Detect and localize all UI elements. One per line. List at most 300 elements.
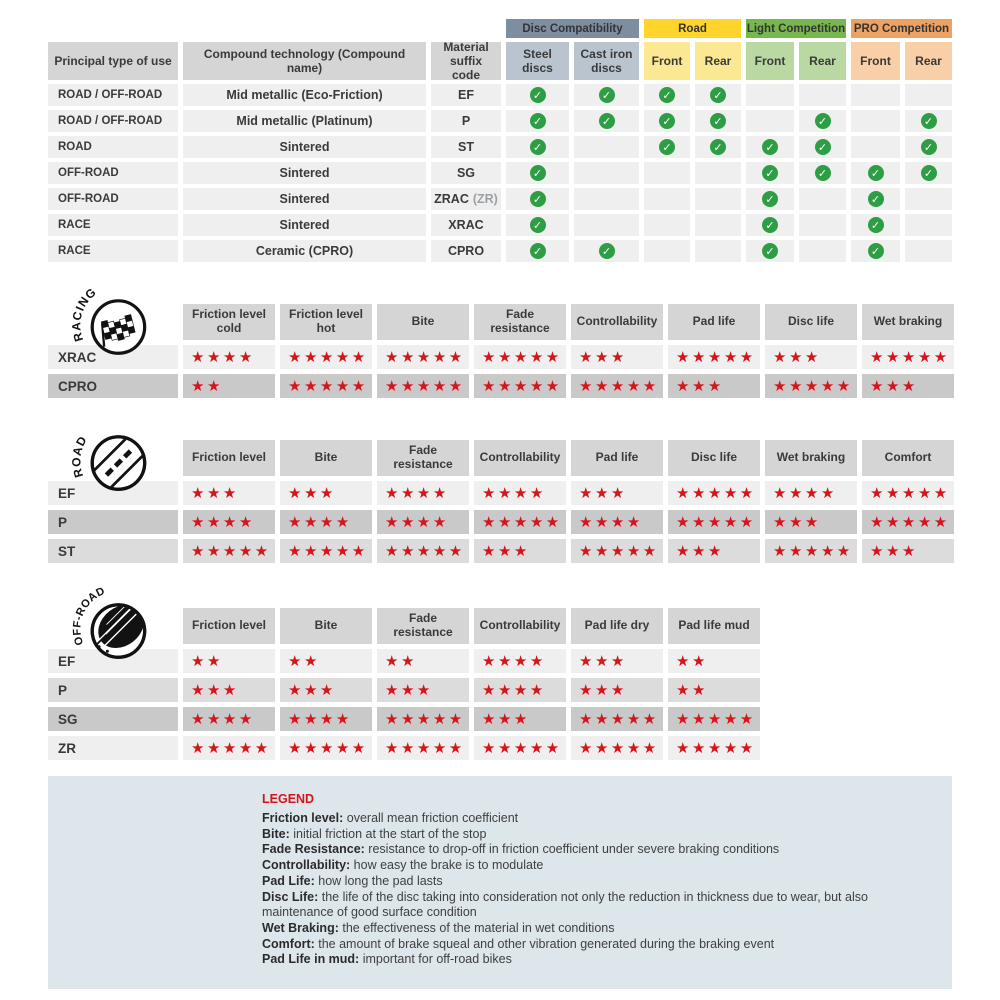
rating-column-header: Wet braking xyxy=(862,304,954,340)
sub-header-steel-discs: Steel discs xyxy=(506,42,569,80)
check-icon: ✓ xyxy=(599,243,615,259)
legend-term: Friction level: xyxy=(262,811,347,825)
star-rating-5-of-5: ★★★★★ xyxy=(676,512,756,531)
legend-term: Disc Life: xyxy=(262,889,322,904)
check-icon: ✓ xyxy=(815,139,831,155)
racing-arc-label: RACING xyxy=(69,284,100,344)
column-header-compound-technology: Compound technology (Compound name) xyxy=(183,42,426,80)
star-rating-cell xyxy=(862,539,954,563)
check-icon: ✓ xyxy=(762,243,778,259)
star-rating-cell xyxy=(668,707,760,731)
star-rating-cell xyxy=(765,510,857,534)
sub-header-cast-iron-discs: Cast iron discs xyxy=(574,42,639,80)
star-rating-5-of-5: ★★★★★ xyxy=(773,541,853,560)
legend-term: Wet Braking: xyxy=(262,920,343,935)
rating-column-header: Disc life xyxy=(668,440,760,476)
star-rating-4-of-5: ★★★★ xyxy=(482,680,546,699)
star-rating-cell xyxy=(765,481,857,505)
compatibility-check-cell xyxy=(746,188,794,210)
check-icon: ✓ xyxy=(868,217,884,233)
legend-item: Pad Life in mud: important for off-road bikes xyxy=(262,952,512,967)
rating-column-header: Fade resistance xyxy=(377,440,469,476)
star-rating-3-of-5: ★★★ xyxy=(482,541,530,560)
offroad-arc-label: OFF-ROAD xyxy=(71,584,108,647)
compatibility-empty-cell xyxy=(695,188,741,210)
star-rating-cell xyxy=(183,539,275,563)
star-rating-5-of-5: ★★★★★ xyxy=(579,376,659,395)
star-rating-cell xyxy=(862,345,954,369)
compatibility-empty-cell xyxy=(644,188,690,210)
star-rating-cell xyxy=(668,374,760,398)
principal-use-cell: ROAD xyxy=(48,136,178,158)
road-markings-icon xyxy=(66,406,158,498)
star-rating-cell xyxy=(377,345,469,369)
rating-column-header: Friction level cold xyxy=(183,304,275,340)
star-rating-5-of-5: ★★★★★ xyxy=(676,483,756,502)
star-rating-cell xyxy=(571,539,663,563)
compatibility-empty-cell xyxy=(574,136,639,158)
star-rating-cell xyxy=(571,736,663,760)
material-code: P xyxy=(461,114,471,128)
star-rating-cell xyxy=(862,481,954,505)
material-code-cell xyxy=(431,188,501,210)
check-icon: ✓ xyxy=(530,217,546,233)
racing-rating-table xyxy=(48,304,952,398)
compatibility-check-cell xyxy=(695,110,741,132)
rating-column-header: Pad life dry xyxy=(571,608,663,644)
legend-term: Fade Resistance: xyxy=(262,842,369,857)
rating-column-header: Controllability xyxy=(474,608,566,644)
legend-item: Comfort: the amount of brake squeal and other vibration generated during the braking event xyxy=(262,936,775,951)
compatibility-empty-cell xyxy=(851,84,900,106)
compound-row-label: ST xyxy=(48,539,178,563)
compatibility-empty-cell xyxy=(644,162,690,184)
star-rating-5-of-5: ★★★★★ xyxy=(191,541,271,560)
star-rating-3-of-5: ★★★ xyxy=(191,483,239,502)
legend-item: Fade Resistance: resistance to drop-off in friction coefficient under severe braking conditions xyxy=(262,842,780,857)
check-icon: ✓ xyxy=(815,113,831,129)
compound-name-cell: Mid metallic (Eco-Friction) xyxy=(183,84,426,106)
compatibility-check-cell xyxy=(905,162,952,184)
compatibility-check-cell xyxy=(574,240,639,262)
group-header-road: Road xyxy=(644,19,741,38)
legend-box xyxy=(48,776,952,989)
compatibility-empty-cell xyxy=(905,188,952,210)
star-rating-3-of-5: ★★★ xyxy=(579,651,627,670)
rating-column-header: Controllability xyxy=(571,304,663,340)
star-rating-cell xyxy=(474,481,566,505)
star-rating-cell xyxy=(474,649,566,673)
star-rating-3-of-5: ★★★ xyxy=(191,680,239,699)
rating-column-header: Comfort xyxy=(862,440,954,476)
star-rating-cell xyxy=(377,707,469,731)
material-code: EF xyxy=(458,88,474,102)
star-rating-4-of-5: ★★★★ xyxy=(191,512,255,531)
legend-item: Pad Life: how long the pad lasts xyxy=(262,873,443,888)
star-rating-cell xyxy=(862,374,954,398)
star-rating-cell xyxy=(571,345,663,369)
compatibility-empty-cell xyxy=(799,240,846,262)
principal-use-cell: OFF-ROAD xyxy=(48,162,178,184)
principal-use-cell: ROAD / OFF-ROAD xyxy=(48,84,178,106)
compatibility-check-cell xyxy=(799,110,846,132)
material-code: XRAC xyxy=(448,218,484,232)
rating-column-header: Pad life xyxy=(571,440,663,476)
star-rating-cell xyxy=(280,539,372,563)
star-rating-5-of-5: ★★★★★ xyxy=(482,376,562,395)
legend-items xyxy=(262,811,922,968)
check-icon: ✓ xyxy=(659,139,675,155)
compatibility-check-cell xyxy=(905,136,952,158)
star-rating-cell xyxy=(377,510,469,534)
compatibility-empty-cell xyxy=(695,162,741,184)
compatibility-check-cell xyxy=(506,110,569,132)
star-rating-cell xyxy=(668,736,760,760)
check-icon: ✓ xyxy=(530,113,546,129)
compatibility-empty-cell xyxy=(574,162,639,184)
star-rating-cell xyxy=(183,345,275,369)
star-rating-cell xyxy=(474,510,566,534)
star-rating-3-of-5: ★★★ xyxy=(288,680,336,699)
star-rating-5-of-5: ★★★★★ xyxy=(482,512,562,531)
compound-row-label: ZR xyxy=(48,736,178,760)
star-rating-3-of-5: ★★★ xyxy=(870,376,918,395)
racing-flag-icon xyxy=(66,270,158,362)
compatibility-empty-cell xyxy=(746,110,794,132)
legend-item: Friction level: overall mean friction coefficient xyxy=(262,811,519,825)
check-icon: ✓ xyxy=(659,113,675,129)
material-code-cell xyxy=(431,136,501,158)
star-rating-cell xyxy=(280,736,372,760)
star-rating-5-of-5: ★★★★★ xyxy=(288,541,368,560)
check-icon: ✓ xyxy=(815,165,831,181)
material-code-cell xyxy=(431,162,501,184)
star-rating-cell xyxy=(571,649,663,673)
star-rating-3-of-5: ★★★ xyxy=(482,709,530,728)
compound-name-cell: Sintered xyxy=(183,188,426,210)
group-header-pro-competition: PRO Competition xyxy=(851,19,952,38)
legend-item: Disc Life: the life of the disc taking into consideration not only the reduction in thickness due to wear, but also maintenance of good surface condition xyxy=(262,889,868,920)
legend-term: Comfort: xyxy=(262,936,319,951)
material-code: CPRO xyxy=(447,244,485,258)
star-rating-cell xyxy=(668,678,760,702)
material-code-cell xyxy=(431,110,501,132)
compatibility-empty-cell xyxy=(695,240,741,262)
road-rating-table xyxy=(48,440,952,563)
compatibility-check-cell xyxy=(905,110,952,132)
star-rating-4-of-5: ★★★★ xyxy=(385,483,449,502)
compound-row-label: EF xyxy=(48,481,178,505)
star-rating-cell xyxy=(280,678,372,702)
star-rating-cell xyxy=(280,510,372,534)
compatibility-check-cell xyxy=(746,162,794,184)
star-rating-cell xyxy=(474,707,566,731)
star-rating-2-of-5: ★★ xyxy=(676,680,708,699)
check-icon: ✓ xyxy=(868,165,884,181)
compatibility-check-cell xyxy=(506,240,569,262)
star-rating-cell xyxy=(571,481,663,505)
compound-row-label: EF xyxy=(48,649,178,673)
compound-name-cell: Mid metallic (Platinum) xyxy=(183,110,426,132)
group-header-light-competition: Light Competition xyxy=(746,19,846,38)
sub-header-light-front: Front xyxy=(746,42,794,80)
star-rating-5-of-5: ★★★★★ xyxy=(579,709,659,728)
star-rating-5-of-5: ★★★★★ xyxy=(385,709,465,728)
star-rating-2-of-5: ★★ xyxy=(676,651,708,670)
rating-column-header: Friction level xyxy=(183,608,275,644)
material-code-cell xyxy=(431,214,501,236)
star-rating-5-of-5: ★★★★★ xyxy=(385,376,465,395)
column-header-principal-type: Principal type of use xyxy=(48,42,178,80)
compatibility-empty-cell xyxy=(905,84,952,106)
compatibility-check-cell xyxy=(799,162,846,184)
star-rating-cell xyxy=(377,649,469,673)
compatibility-check-cell xyxy=(851,214,900,236)
principal-use-cell: RACE xyxy=(48,214,178,236)
star-rating-cell xyxy=(765,539,857,563)
star-rating-5-of-5: ★★★★★ xyxy=(288,376,368,395)
rating-column-header: Pad life mud xyxy=(668,608,760,644)
star-rating-cell xyxy=(183,649,275,673)
star-rating-cell xyxy=(377,374,469,398)
rating-column-header: Controllability xyxy=(474,440,566,476)
rating-column-header: Fade resistance xyxy=(474,304,566,340)
star-rating-cell xyxy=(571,374,663,398)
star-rating-cell xyxy=(280,374,372,398)
material-code-cell xyxy=(431,84,501,106)
compatibility-check-cell xyxy=(695,84,741,106)
rating-column-header: Pad life xyxy=(668,304,760,340)
star-rating-cell xyxy=(280,345,372,369)
star-rating-cell xyxy=(280,481,372,505)
star-rating-3-of-5: ★★★ xyxy=(579,483,627,502)
sub-header-pro-front: Front xyxy=(851,42,900,80)
star-rating-cell xyxy=(183,707,275,731)
rating-column-header: Bite xyxy=(280,440,372,476)
compound-row-label: CPRO xyxy=(48,374,178,398)
group-header-spacer xyxy=(48,19,501,38)
compound-row-label: XRAC xyxy=(48,345,178,369)
star-rating-cell xyxy=(668,649,760,673)
mud-splatter-icon xyxy=(66,574,158,666)
star-rating-3-of-5: ★★★ xyxy=(773,512,821,531)
compatibility-check-cell xyxy=(799,136,846,158)
compound-name-cell: Sintered xyxy=(183,214,426,236)
legend-term: Pad Life in mud: xyxy=(262,952,363,967)
compatibility-check-cell xyxy=(695,136,741,158)
compatibility-empty-cell xyxy=(574,214,639,236)
column-header-material-suffix-code: Material suffix code xyxy=(431,42,501,80)
rating-column-header: Bite xyxy=(280,608,372,644)
compatibility-check-cell xyxy=(506,136,569,158)
star-rating-cell xyxy=(668,481,760,505)
rating-column-header: Bite xyxy=(377,304,469,340)
star-rating-cell xyxy=(377,736,469,760)
check-icon: ✓ xyxy=(868,191,884,207)
star-rating-5-of-5: ★★★★★ xyxy=(482,347,562,366)
compound-name-cell: Ceramic (CPRO) xyxy=(183,240,426,262)
compatibility-check-cell xyxy=(506,214,569,236)
check-icon: ✓ xyxy=(921,165,937,181)
legend-title: LEGEND xyxy=(262,792,315,806)
compatibility-check-cell xyxy=(746,240,794,262)
compatibility-empty-cell xyxy=(851,136,900,158)
compatibility-check-cell xyxy=(506,162,569,184)
star-rating-3-of-5: ★★★ xyxy=(676,541,724,560)
star-rating-cell xyxy=(474,539,566,563)
compound-name-cell: Sintered xyxy=(183,136,426,158)
check-icon: ✓ xyxy=(599,87,615,103)
star-rating-5-of-5: ★★★★★ xyxy=(676,738,756,757)
offroad-rating-table xyxy=(48,608,952,760)
star-rating-cell xyxy=(668,539,760,563)
star-rating-2-of-5: ★★ xyxy=(288,651,320,670)
star-rating-2-of-5: ★★ xyxy=(191,651,223,670)
check-icon: ✓ xyxy=(762,191,778,207)
star-rating-2-of-5: ★★ xyxy=(191,376,223,395)
offroad-section xyxy=(48,580,952,760)
star-rating-cell xyxy=(377,481,469,505)
material-code: SG xyxy=(456,166,476,180)
compatibility-check-cell xyxy=(644,84,690,106)
legend-term: Controllability: xyxy=(262,858,354,873)
star-rating-4-of-5: ★★★★ xyxy=(288,512,352,531)
star-rating-cell xyxy=(474,345,566,369)
rating-column-header: Wet braking xyxy=(765,440,857,476)
star-rating-cell xyxy=(571,510,663,534)
principal-use-cell: OFF-ROAD xyxy=(48,188,178,210)
star-rating-5-of-5: ★★★★★ xyxy=(385,738,465,757)
check-icon: ✓ xyxy=(762,217,778,233)
compatibility-empty-cell xyxy=(799,214,846,236)
check-icon: ✓ xyxy=(599,113,615,129)
star-rating-cell xyxy=(183,736,275,760)
star-rating-cell xyxy=(668,345,760,369)
sub-header-light-rear: Rear xyxy=(799,42,846,80)
star-rating-2-of-5: ★★ xyxy=(385,651,417,670)
principal-use-cell: RACE xyxy=(48,240,178,262)
compound-name-cell: Sintered xyxy=(183,162,426,184)
sub-header-road-rear: Rear xyxy=(695,42,741,80)
compatibility-empty-cell xyxy=(799,188,846,210)
compatibility-empty-cell xyxy=(644,240,690,262)
material-code: ZRAC xyxy=(434,192,469,206)
compatibility-empty-cell xyxy=(799,84,846,106)
compatibility-empty-cell xyxy=(574,188,639,210)
star-rating-cell xyxy=(571,678,663,702)
star-rating-5-of-5: ★★★★★ xyxy=(579,541,659,560)
material-code: ST xyxy=(458,140,474,154)
star-rating-5-of-5: ★★★★★ xyxy=(385,347,465,366)
rating-column-header: Friction level hot xyxy=(280,304,372,340)
check-icon: ✓ xyxy=(710,87,726,103)
star-rating-4-of-5: ★★★★ xyxy=(773,483,837,502)
star-rating-cell xyxy=(183,374,275,398)
star-rating-cell xyxy=(474,736,566,760)
compatibility-empty-cell xyxy=(644,214,690,236)
legend-item: Bite: initial friction at the start of the stop xyxy=(262,826,487,841)
star-rating-cell xyxy=(571,707,663,731)
star-rating-cell xyxy=(183,481,275,505)
star-rating-5-of-5: ★★★★★ xyxy=(288,347,368,366)
star-rating-5-of-5: ★★★★★ xyxy=(579,738,659,757)
legend-item: Controllability: how easy the brake is to modulate xyxy=(262,858,544,873)
sub-header-road-front: Front xyxy=(644,42,690,80)
compatibility-check-cell xyxy=(746,214,794,236)
star-rating-5-of-5: ★★★★★ xyxy=(288,738,368,757)
star-rating-5-of-5: ★★★★★ xyxy=(773,376,853,395)
star-rating-4-of-5: ★★★★ xyxy=(191,709,255,728)
star-rating-5-of-5: ★★★★★ xyxy=(676,347,756,366)
star-rating-5-of-5: ★★★★★ xyxy=(191,738,271,757)
check-icon: ✓ xyxy=(710,113,726,129)
check-icon: ✓ xyxy=(530,87,546,103)
rating-column-header: Disc life xyxy=(765,304,857,340)
compatibility-check-cell xyxy=(851,240,900,262)
material-code-note: (ZR) xyxy=(472,192,498,206)
compatibility-empty-cell xyxy=(695,214,741,236)
star-rating-5-of-5: ★★★★★ xyxy=(870,483,950,502)
compatibility-table xyxy=(48,19,952,262)
star-rating-3-of-5: ★★★ xyxy=(870,541,918,560)
star-rating-cell xyxy=(183,678,275,702)
racing-section xyxy=(48,276,952,398)
material-code-cell xyxy=(431,240,501,262)
star-rating-cell xyxy=(377,678,469,702)
star-rating-cell xyxy=(862,510,954,534)
compatibility-check-cell xyxy=(644,110,690,132)
star-rating-4-of-5: ★★★★ xyxy=(579,512,643,531)
compatibility-check-cell xyxy=(506,188,569,210)
star-rating-3-of-5: ★★★ xyxy=(385,680,433,699)
compatibility-check-cell xyxy=(574,84,639,106)
rating-column-header: Friction level xyxy=(183,440,275,476)
road-arc-label: ROAD xyxy=(69,433,90,480)
compatibility-empty-cell xyxy=(746,84,794,106)
star-rating-cell xyxy=(765,374,857,398)
star-rating-3-of-5: ★★★ xyxy=(773,347,821,366)
road-section xyxy=(48,412,952,563)
svg-text:ROAD xyxy=(69,433,90,479)
star-rating-5-of-5: ★★★★★ xyxy=(482,738,562,757)
legend-term: Bite: xyxy=(262,826,294,841)
legend-item: Wet Braking: the effectiveness of the material in wet conditions xyxy=(262,920,615,935)
star-rating-4-of-5: ★★★★ xyxy=(385,512,449,531)
check-icon: ✓ xyxy=(762,165,778,181)
rating-column-header: Fade resistance xyxy=(377,608,469,644)
star-rating-3-of-5: ★★★ xyxy=(579,347,627,366)
compatibility-check-cell xyxy=(851,162,900,184)
check-icon: ✓ xyxy=(530,165,546,181)
compound-row-label: SG xyxy=(48,707,178,731)
star-rating-cell xyxy=(474,678,566,702)
principal-use-cell: ROAD / OFF-ROAD xyxy=(48,110,178,132)
group-header-disc-compatibility: Disc Compatibility xyxy=(506,19,639,38)
star-rating-3-of-5: ★★★ xyxy=(579,680,627,699)
star-rating-5-of-5: ★★★★★ xyxy=(676,709,756,728)
compound-row-label: P xyxy=(48,678,178,702)
compatibility-check-cell xyxy=(574,110,639,132)
star-rating-cell xyxy=(280,707,372,731)
check-icon: ✓ xyxy=(710,139,726,155)
check-icon: ✓ xyxy=(530,139,546,155)
compatibility-check-cell xyxy=(506,84,569,106)
star-rating-cell xyxy=(668,510,760,534)
star-rating-cell xyxy=(474,374,566,398)
compatibility-check-cell xyxy=(851,188,900,210)
check-icon: ✓ xyxy=(659,87,675,103)
sub-header-pro-rear: Rear xyxy=(905,42,952,80)
